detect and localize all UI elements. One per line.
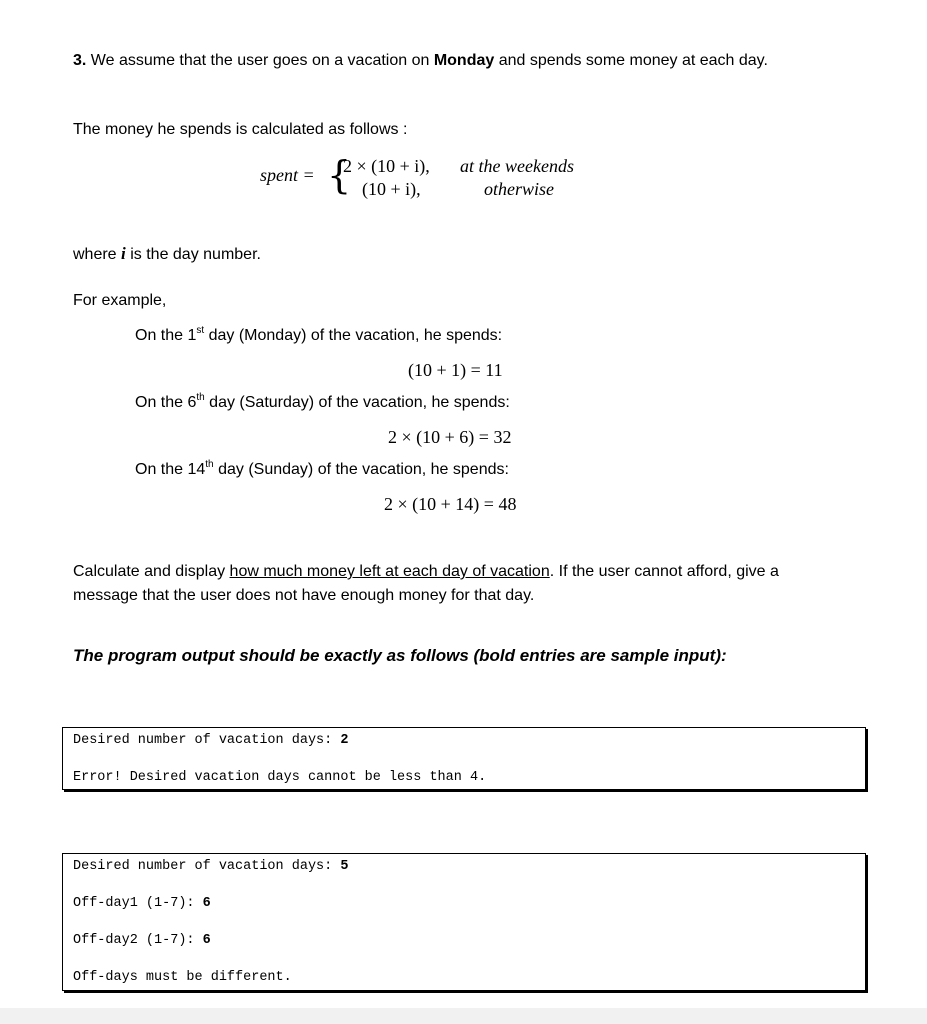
question-line (73, 52, 768, 70)
example-sup: st (196, 325, 205, 336)
page-bottom-edge (0, 1008, 927, 1024)
console-line (73, 733, 348, 748)
formula-case2-expr: (10 + i), (362, 179, 421, 199)
console-message: Off-days must be different. (73, 970, 292, 985)
task-before: Calculate and display (73, 563, 226, 580)
example-line (135, 394, 510, 412)
example-suffix: day (Monday) of the vacation, he spends: (208, 327, 503, 344)
console-input: 5 (340, 859, 349, 874)
task-line-1 (73, 563, 779, 581)
example-prefix: On the 14 (135, 461, 206, 478)
example-calc: 2 × (10 + 6) = 32 (388, 427, 512, 447)
example-calc: (10 + 1) = 11 (408, 360, 503, 380)
formula-lhs: spent = (260, 165, 315, 185)
console-line (73, 933, 211, 948)
where-line (73, 244, 261, 264)
formula-case2-cond: otherwise (484, 179, 554, 199)
console-line (73, 896, 211, 911)
formula-intro: The money he spends is calculated as follows : (73, 121, 408, 138)
question-intro-before: We assume that the user goes on a vacation on (90, 52, 430, 69)
question-intro-bold: Monday (433, 52, 495, 69)
example-suffix: day (Saturday) of the vacation, he spends: (209, 394, 510, 411)
console-prompt: Desired number of vacation days: (73, 859, 341, 874)
console-input: 6 (202, 896, 211, 911)
example-line (135, 327, 502, 345)
example-calc: 2 × (10 + 14) = 48 (384, 494, 517, 514)
console-line (73, 859, 348, 874)
console-prompt: Off-day1 (1-7): (73, 896, 203, 911)
task-underlined: how much money left at each day of vacation (229, 563, 550, 580)
example-suffix: day (Sunday) of the vacation, he spends: (218, 461, 509, 478)
example-heading: For example, (73, 292, 167, 309)
console-output-2 (62, 853, 866, 991)
question-number: 3. (73, 52, 87, 69)
formula-case1-expr: 2 × (10 + i), (343, 156, 430, 176)
formula-brace: { (327, 153, 352, 197)
console-input: 6 (202, 933, 211, 948)
console-prompt: Desired number of vacation days: (73, 733, 341, 748)
example-prefix: On the 1 (135, 327, 197, 344)
task-after: . If the user cannot afford, give a (549, 563, 779, 580)
where-var: i (121, 244, 126, 263)
question-intro-after: and spends some money at each day. (498, 52, 768, 69)
where-after: is the day number. (130, 246, 261, 263)
where-before: where (73, 246, 117, 263)
example-prefix: On the 6 (135, 394, 197, 411)
example-sup: th (205, 459, 214, 470)
output-heading: The program output should be exactly as follows (bold entries are sample input): (73, 646, 727, 665)
example-sup: th (196, 392, 205, 403)
example-line (135, 461, 509, 479)
console-error: Error! Desired vacation days cannot be less than 4. (73, 770, 487, 785)
console-output-1 (62, 727, 866, 790)
formula-case1-cond: at the weekends (460, 156, 574, 176)
console-input: 2 (340, 733, 349, 748)
console-prompt: Off-day2 (1-7): (73, 933, 203, 948)
task-line-2: message that the user does not have enough money for that day. (73, 587, 535, 604)
